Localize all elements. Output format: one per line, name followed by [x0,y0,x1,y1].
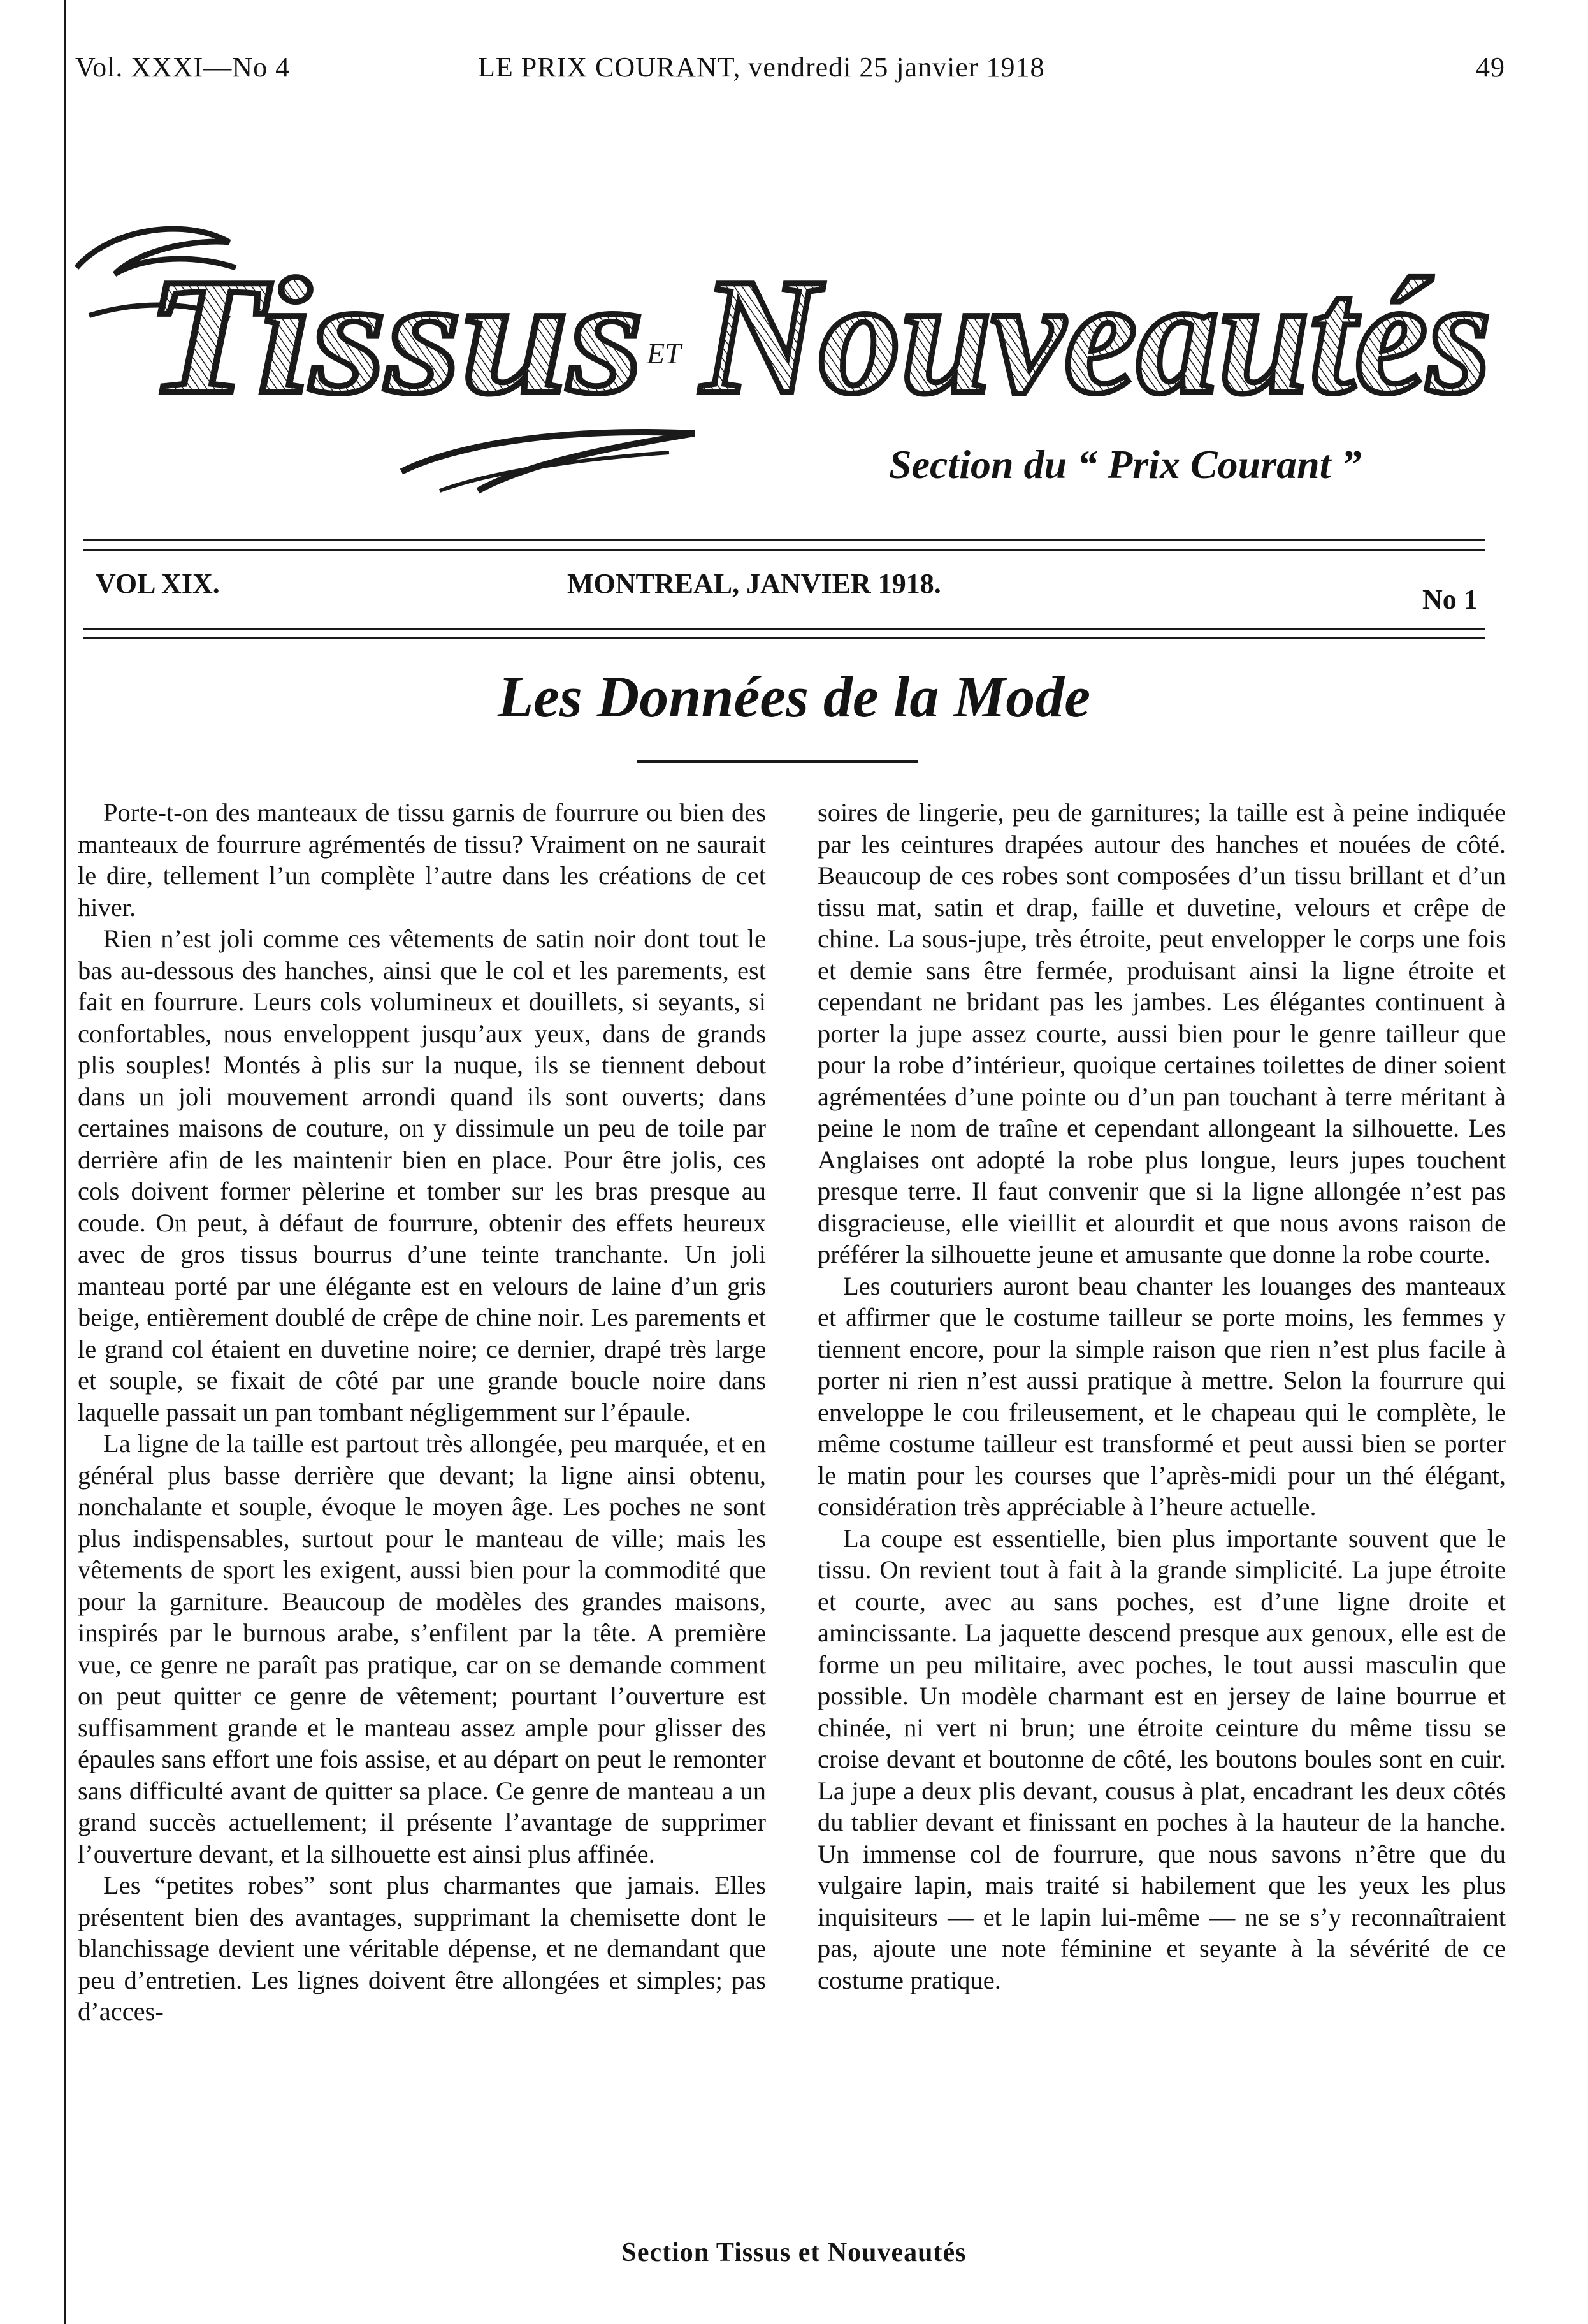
paragraph: Les couturiers auront beau chanter les louanges des manteaux et affirmer que le costume tailleur se porte moins, les femmes y tiennent encore, pour la simple raison que rien n’est plus facile à porter ni rien n’est aussi pratique à mettre. Selon la fourrure qui enveloppe le cou frileusement, et le chapeau qui le complète, le même costume tailleur est transformé et peut aussi bien se porter le matin pour les courses que l’après-midi pour un thé élégant, considération très appréciable à l’heure actuelle. [818,1271,1506,1521]
masthead-word-tissus: Tissus [147,245,644,428]
masthead-connector: ET [647,337,681,370]
rule-top-2 [83,549,1485,551]
issue-volume: VOL XIX. [96,568,220,599]
issue-date: MONTREAL, JANVIER 1918. [567,568,941,599]
paragraph: La ligne de la taille est partout très allongée, peu marquée, et en général plus basse derrière que devant; la ligne ainsi obtenu, nonchalante et souple, évoque le moyen âge. Les poches ne sont plus indispensables, surtout pour le manteau de ville; mais les vêtements de sport les exigent, aussi bien pour la commodité que pour la garniture. Beaucoup de modèles des grandes maisons, inspirés par le burnous arabe, s’enfilent par la tête. A première vue, ce genre ne paraît pas pratique, car on se demande comment on peut quitter ce genre de vêtement; pourtant l’ouverture est suffisamment grande et le manteau assez ample pour glisser des épaules sans effort une fois assise, et au départ on peut le remonter sans difficulté avant de quitter sa place. Ce genre de manteau a un grand succès actuellement; il présente l’avantage de supprimer l’ouverture devant, et la silhouette est ainsi plus affinée. [78,1429,766,1868]
article-column-right [818,797,1506,2167]
paragraph: Rien n’est joli comme ces vêtements de satin noir dont tout le bas au-dessous des hanches, ainsi que le col et les parements, est fait en fourrure. Leurs cols volumineux et douillets, si seyants, si confortables, nous enveloppent jusqu’aux yeux, dans de grands plis souples! Montés à plis sur la nuque, ils se tiennent debout dans un joli mouvement arrondi quand ils sont ouverts; dans certaines maisons de couture, on y dissimule un peu de toile par derrière afin de les maintenir bien en place. Pour être jolis, ces cols doivent former pèlerine et tomber sur les bras presque au coude. On peut, à défaut de fourrure, obtenir des effets heureux avec de gros tissus bourrus d’une teinte tranchante. Un joli manteau porté par une élégante est en velours de laine d’un gris beige, entièrement doublé de crêpe de chine noir. Les parements et le grand col étaient en duvetine noire; ce dernier, drapé très large et souple, se fixait de côté par une grande boucle noire dans laquelle passait un pan tombant négligemment sur l’épaule. [78,924,766,1427]
paragraph: La coupe est essentielle, bien plus importante souvent que le tissu. On revient tout à fait à la grande simplicité. La jupe étroite et courte, avec au sans poches, est d’une ligne droite et amincissante. La jaquette descend presque aux genoux, elle est de forme un peu militaire, avec poches, le tout aussi masculin que possible. Un modèle charmant est en jersey de laine bourrue et chinée, ni vert ni brun; une étroite ceinture du même tissu se croise devant et boutonne de côté, les boutons boules sont en cuir. La jupe a deux plis devant, cousus à plat, encadrant les deux côtés du tablier devant et finissant en poches à la hauteur de la hanche. Un immense col de fourrure, que nous savons n’être que du vulgaire lapin, mais traité si habilement que les yeux les plus inquisiteurs — et le lapin lui-même — ne se s’y reconnaîtraient pas, ajoute une note féminine et seyante à la sévérité de ce costume pratique. [818,1523,1506,1994]
rule-mid-1 [83,628,1485,630]
running-head [0,51,1588,89]
masthead-subtitle: Section du “ Prix Courant ” [889,442,1362,487]
page-footer: Section Tissus et Nouveautés [621,2238,967,2267]
article-title: Les Données de la Mode [497,664,1091,729]
page-left-border [64,0,66,2324]
paragraph: soires de lingerie, peu de garnitures; la taille est à peine indiquée par les ceintures drapées autour des hanches et nouées de côté. Beaucoup de ces robes sont composées d’un tissu brillant et d’un tissu mat, satin et drap, faille et duvetine, velours et crêpe de chine. La sous-jupe, très étroite, peut envelopper le corps une fois et demie sans être fermée, produisant ainsi la ligne étroite et cependant ne bridant pas les jambes. Les élégantes continuent à porter la jupe assez courte, aussi bien pour le genre tailleur que pour la robe d’intérieur, quoique certaines toilettes de diner soient agrémentées d’une pointe ou d’un pan touchant à terre méritant à peine le nom de traîne et cependant allongeant la silhouette. Les Anglaises ont adopté la robe plus longue, leurs jupes touchent presque terre. Il faut convenir que si la ligne allongée n’est pas disgracieuse, elle vieillit et alourdit et que nous avons raison de préférer la silhouette jeune et amusante que donne la robe courte. [818,798,1506,1268]
article-column-left [78,797,766,2167]
running-head-volume: Vol. XXXI—No 4 [75,52,291,83]
masthead-word-nouveautes: Nouveautés [698,245,1491,428]
rule-mid-2 [83,637,1485,639]
issue-number: No 1 [1422,584,1478,615]
paragraph: Porte-t-on des manteaux de tissu garnis de fourrure ou bien des manteaux de fourrure agrémentés de tissu? Vraiment on ne saurait le dire, tellement l’un complète l’autre dans les créations de cet hiver. [78,798,766,922]
title-underline [637,760,918,763]
rule-top-1 [83,539,1485,541]
paragraph: Les “petites robes” sont plus charmantes que jamais. Elles présentent bien des avantages, supprimant la chemisette dont le blanchissage devient une véritable dépense, et ne demandant que peu d’entretien. Les lignes doivent être allongées et simples; pas d’acces- [78,1871,766,2026]
running-head-publication: LE PRIX COURANT, vendredi 25 janvier 1918 [478,52,1045,83]
page-number: 49 [1476,52,1505,83]
issue-line [0,564,1588,615]
